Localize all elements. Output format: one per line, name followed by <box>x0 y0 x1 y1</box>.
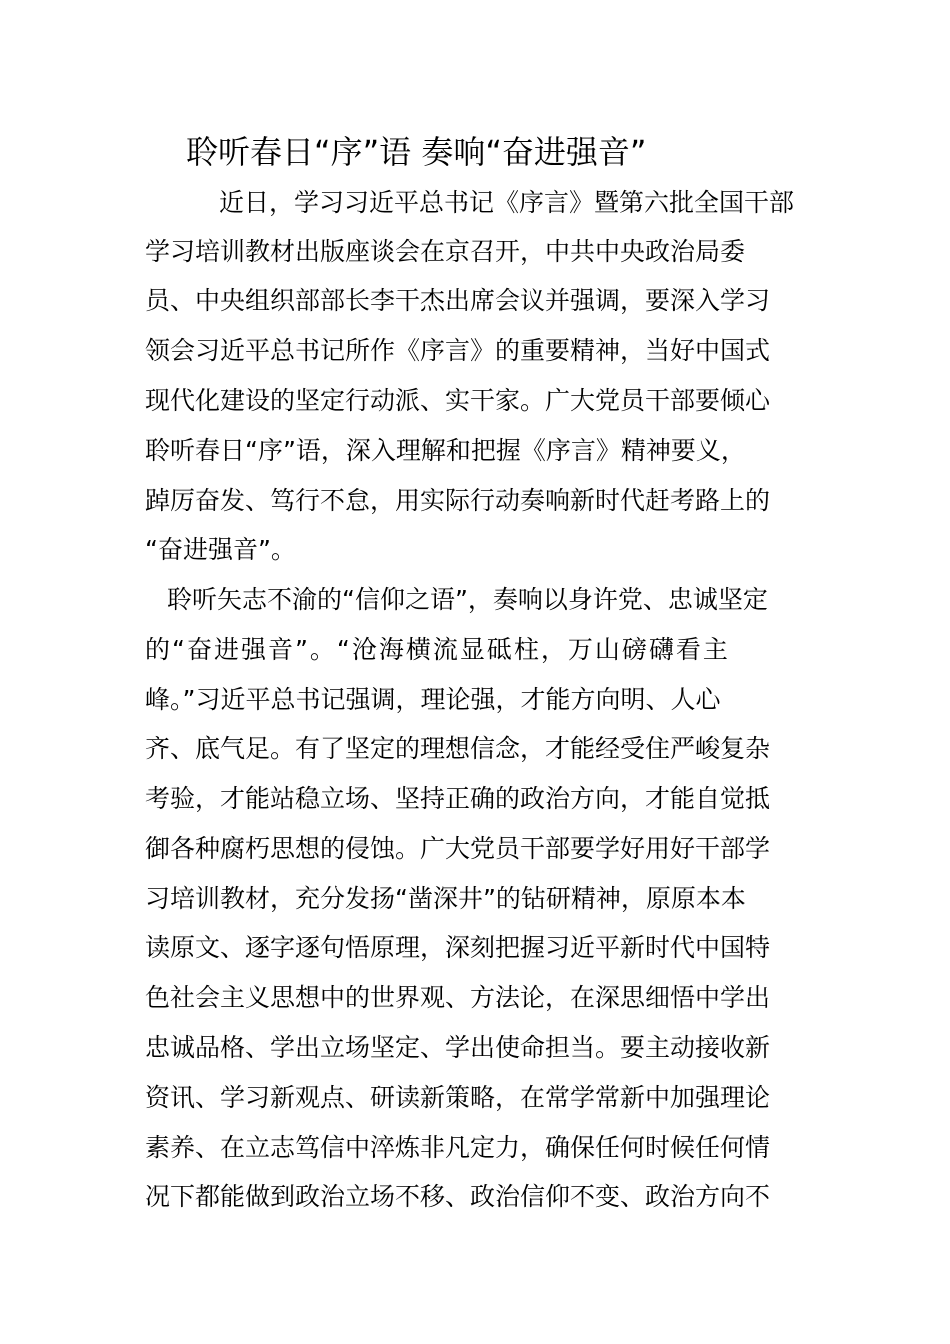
paragraph-2-line-2: 的“奋进强音”。“沧海横流显砥柱，万山磅礴看主 <box>145 635 730 664</box>
paragraph-2-line-8: 读原文、逐字逐句悟原理，深刻把握习近平新时代中国特 <box>145 933 771 962</box>
paragraph-2-line-12: 素养、在立志笃信中淬炼非凡定力，确保任何时候任何情 <box>145 1133 771 1162</box>
paragraph-2-line-7: 习培训教材，充分发扬“凿深井”的钻研精神，原原本本 <box>145 884 746 913</box>
paragraph-2-line-11: 资讯、学习新观点、研读新策略，在常学常新中加强理论 <box>145 1083 771 1112</box>
paragraph-2-line-10: 忠诚品格、学出立场坚定、学出使命担当。要主动接收新 <box>145 1033 771 1062</box>
paragraph-1-line-7: 踔厉奋发、笃行不怠，用实际行动奏响新时代赶考路上的 <box>145 486 771 515</box>
paragraph-1-line-1: 近日，学习习近平总书记《序言》暨第六批全国干部 <box>219 188 795 217</box>
paragraph-2-line-6: 御各种腐朽思想的侵蚀。广大党员干部要学好用好干部学 <box>145 834 771 863</box>
paragraph-2-line-13: 况下都能做到政治立场不移、政治信仰不变、政治方向不 <box>145 1182 771 1211</box>
paragraph-1-line-2: 学习培训教材出版座谈会在京召开，中共中央政治局委 <box>145 237 746 266</box>
paragraph-1-line-4: 领会习近平总书记所作《序言》的重要精神，当好中国式 <box>145 336 771 365</box>
paragraph-1-line-3: 员、中央组织部部长李干杰出席会议并强调，要深入学习 <box>145 286 771 315</box>
paragraph-2-line-5: 考验，才能站稳立场、坚持正确的政治方向，才能自觉抵 <box>145 784 771 813</box>
paragraph-1-line-8: “奋进强音”。 <box>145 535 296 564</box>
paragraph-2-line-4: 齐、底气足。有了坚定的理想信念，才能经受住严峻复杂 <box>145 734 771 763</box>
document-title: 聆听春日“序”语 奏响“奋进强音” <box>186 133 647 171</box>
paragraph-2-line-1: 聆听矢志不渝的“信仰之语”，奏响以身许党、忠诚坚定 <box>167 585 768 614</box>
paragraph-2-line-9: 色社会主义思想中的世界观、方法论，在深思细悟中学出 <box>145 983 771 1012</box>
paragraph-1-line-5: 现代化建设的坚定行动派、实干家。广大党员干部要倾心 <box>145 386 771 415</box>
paragraph-1-line-6: 聆听春日“序”语，深入理解和把握《序言》精神要义， <box>145 436 746 465</box>
paragraph-2-line-3: 峰。”习近平总书记强调，理论强，才能方向明、人心 <box>145 685 721 714</box>
